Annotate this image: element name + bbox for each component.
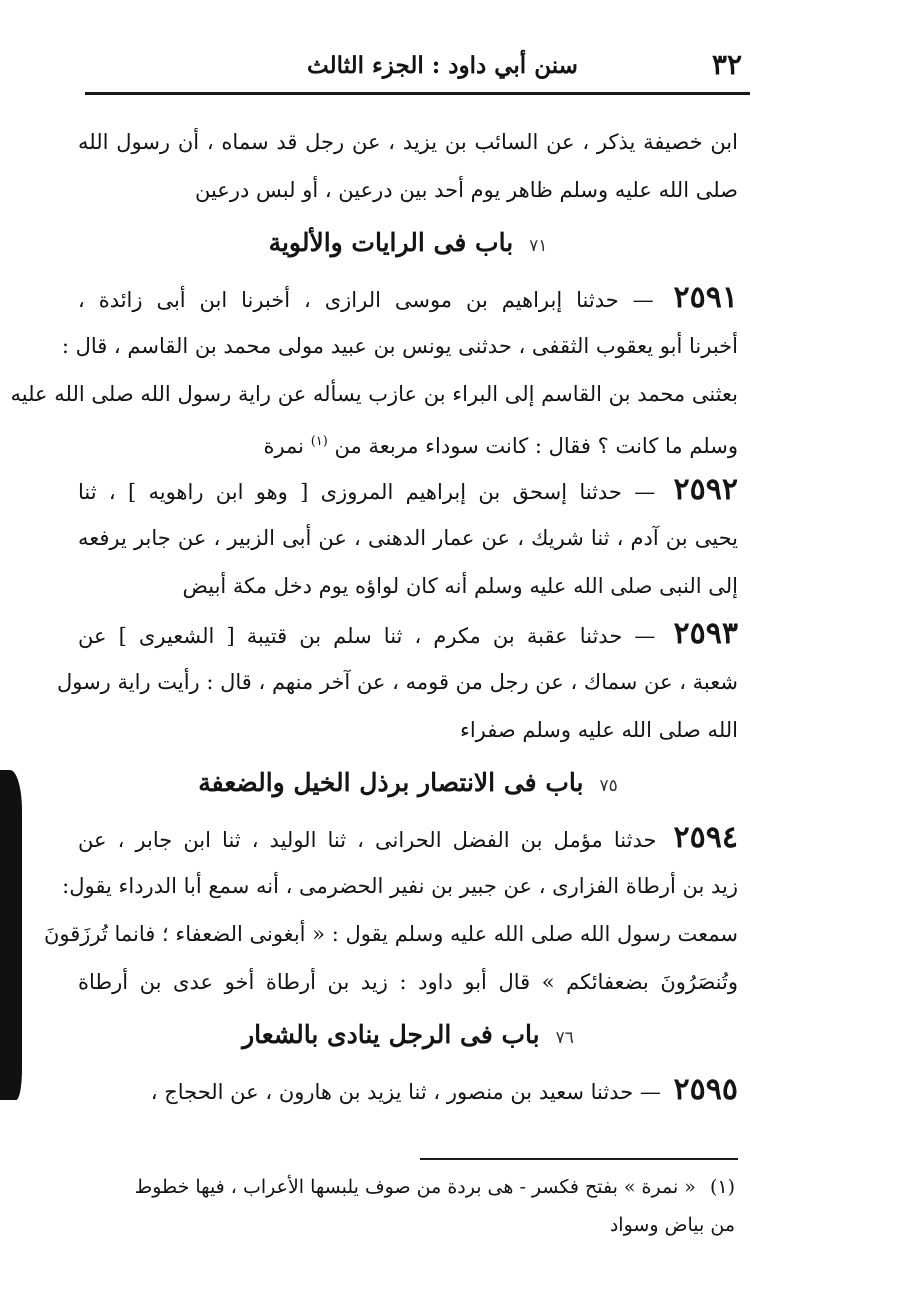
footnote-rule (420, 1158, 738, 1160)
footnotes (110, 1168, 735, 1244)
hadith-number: ٢٥٩٥ (673, 1072, 738, 1107)
hadith-2592-line: ٢٥٩٢ — حدثنا إسحق بن إبراهيم المروزى [ وهو ابن راهويه ] ، ثنا (78, 472, 738, 507)
chapter-number: ٧١ (529, 236, 548, 256)
hadith-number: ٢٥٩٢ (673, 472, 738, 507)
running-title: سنن أبي داود : الجزء الثالث (307, 52, 578, 79)
hadith-2594-line: ٢٥٩٤ حدثنا مؤمل بن الفضل الحرانى ، ثنا الوليد ، ثنا ابن جابر ، عن (78, 820, 738, 855)
chapter-title: باب فى الرجل ينادى بالشعار (242, 1020, 540, 1049)
main-text (10, 118, 738, 1114)
hadith-2595-line: ٢٥٩٥ — حدثنا سعيد بن منصور ، ثنا يزيد بن هارون ، عن الحجاج ، (150, 1072, 738, 1107)
text-line: أخبرنا أبو يعقوب الثقفى ، حدثنى يونس بن عبيد مولى محمد بن القاسم ، قال : (61, 334, 738, 358)
text-line: بعثنى محمد بن القاسم إلى البراء بن عازب يسأله عن راية رسول الله صلى الله عليه (10, 382, 738, 406)
footnote-line: من بياض وسواد (609, 1214, 735, 1236)
page-header (85, 48, 750, 88)
chapter-title: باب فى الرايات والألوية (268, 228, 514, 257)
text-line: صلى الله عليه وسلم ظاهر يوم أحد بين درعين ، أو لبس درعين (194, 178, 738, 202)
text-line: سمعت رسول الله صلى الله عليه وسلم يقول : « أبغونى الضعفاء ؛ فانما تُرزَقونَ (43, 922, 738, 946)
chapter-number: ٧٥ (599, 776, 618, 796)
page-number: ٣٢ (711, 48, 742, 81)
chapter-number: ٧٦ (555, 1028, 574, 1048)
text-line: يحيى بن آدم ، ثنا شريك ، عن عمار الدهنى ، عن أبى الزبير ، عن جابر يرفعه (78, 526, 738, 550)
chapter-heading (78, 214, 738, 274)
text-line: شعبة ، عن سماك ، عن رجل من قومه ، عن آخر منهم ، قال : رأيت راية رسول (56, 670, 738, 694)
hadith-2593-line: ٢٥٩٣ — حدثنا عقبة بن مكرم ، ثنا سلم بن قتيبة [ الشعيرى ] عن (78, 616, 738, 651)
footnote-mark: (١) (709, 1176, 735, 1198)
chapter-heading (78, 754, 738, 814)
text-line: زيد بن أرطاة الفزارى ، عن جبير بن نفير الحضرمى ، أنه سمع أبا الدرداء يقول: (62, 874, 738, 898)
chapter-title: باب فى الانتصار برذل الخيل والضعفة (198, 768, 584, 797)
footnote-line: (١)« نمرة » بفتح فكسر - هى بردة من صوف يلبسها الأعراب ، فيها خطوط (134, 1176, 735, 1198)
hadith-number: ٢٥٩١ (673, 280, 738, 315)
text-line: الله صلى الله عليه وسلم صفراء (459, 718, 738, 742)
text-line: ابن خصيفة يذكر ، عن السائب بن يزيد ، عن رجل قد سماه ، أن رسول الله (78, 130, 738, 154)
text-line: إلى النبى صلى الله عليه وسلم أنه كان لواؤه يوم دخل مكة أبيض (182, 574, 738, 598)
text-line: وسلم ما كانت ؟ فقال : كانت سوداء مربعة من $^{(١)}$ نمرة (263, 434, 738, 458)
chapter-heading (78, 1006, 738, 1066)
hadith-2591-line: ٢٥٩١ — حدثنا إبراهيم بن موسى الرازى ، أخبرنا ابن أبى زائدة ، (78, 280, 738, 315)
text-line: وتُنصَرُونَ بضعفائكم » قال أبو داود : زيد بن أرطاة أخو عدى بن أرطاة (78, 970, 738, 994)
hadith-number: ٢٥٩٣ (673, 616, 738, 651)
hadith-number: ٢٥٩٤ (673, 820, 738, 855)
footnote-reference[interactable]: (١) (310, 434, 328, 449)
header-rule (85, 92, 750, 95)
scan-edge-shadow (0, 770, 22, 1100)
